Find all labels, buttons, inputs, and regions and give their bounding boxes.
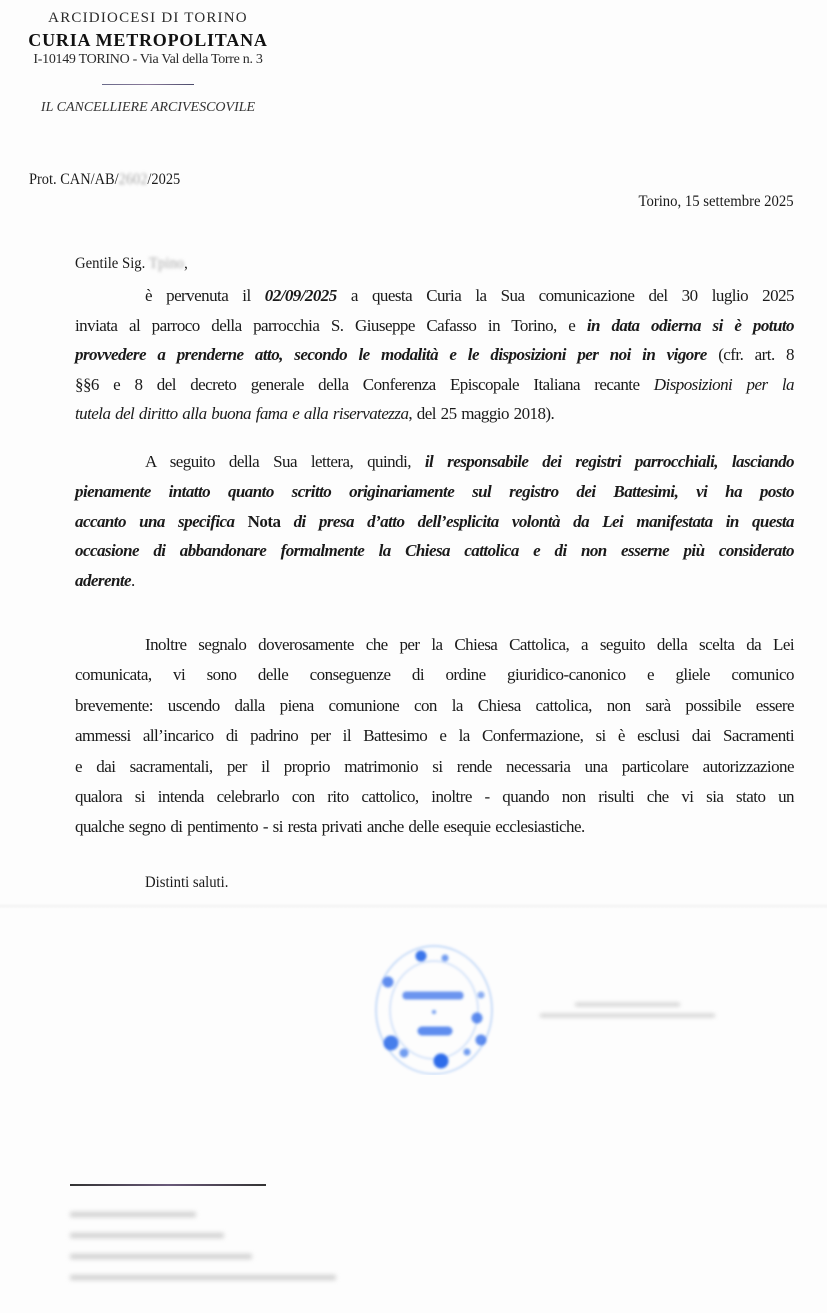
greeting: [75, 255, 188, 273]
closing-salutation: Distinti saluti.: [145, 874, 229, 891]
signature-redacted: [540, 995, 715, 1035]
text-run: (cfr. art. 8: [706, 345, 795, 364]
letterhead-address: I-10149 TORINO - Via Val della Torre n. 3: [33, 52, 263, 67]
text-line: ammessi all’incarico di padrino per il Battesimo e la Confermazione, si è esclusi dai Sacramenti: [75, 726, 794, 746]
text-line: qualora si intenda celebrarlo con rito cattolico, inoltre - quando non risulti che vi sia stato un: [75, 787, 794, 807]
text-line: qualche segno di pentimento - si resta privati anche delle esequie ecclesiastiche.: [75, 817, 585, 837]
nota-label: Nota: [247, 511, 281, 531]
text-run: è pervenuta il: [145, 286, 265, 305]
text-run-emphasis: accanto una specifica: [75, 511, 248, 531]
text-line: [75, 370, 794, 400]
text-line: [75, 311, 794, 341]
text-line: comunicata, vi sono delle conseguenze di ordine giuridico-canonico e gliele comunico: [75, 665, 794, 685]
text-run-emphasis: aderente: [75, 571, 132, 591]
paper-fold: [0, 903, 827, 909]
letter-date: Torino, 15 settembre 2025: [638, 193, 794, 210]
text-run: A seguito della Sua lettera, quindi,: [145, 452, 425, 471]
text-run-emphasis: di presa d’atto dell’esplicita volontà da Lei manifestata in questa: [280, 511, 795, 531]
footer-divider: [70, 1184, 266, 1186]
greeting-prefix: Gentile Sig.: [75, 255, 150, 272]
paragraph-1: [75, 281, 794, 429]
text-run-emphasis: in data odierna si è potuto: [586, 315, 794, 335]
text-line: [75, 281, 794, 311]
text-run: , del 25 maggio 2018).: [408, 404, 555, 423]
decree-title: tutela del diritto alla buona fama e alla riservatezza: [75, 404, 409, 423]
footer-contact-redacted: [70, 1200, 350, 1290]
text-line: [75, 340, 794, 370]
letterhead-curia: CURIA METROPOLITANA: [28, 30, 268, 50]
text-run: inviata al parroco della parrocchia S. Giuseppe Cafasso in Torino, e: [75, 315, 587, 335]
text-line: Inoltre segnalo doverosamente che per la Chiesa Cattolica, a seguito della scelta da Lei: [145, 635, 794, 654]
received-date: 02/09/2025: [264, 286, 337, 305]
paragraph-2: [75, 447, 794, 596]
text-line: [75, 447, 794, 477]
protocol-redacted: 2602: [118, 171, 148, 188]
text-run-emphasis: il responsabile dei registri parrocchiali, lasciando: [424, 452, 794, 471]
official-seal-stamp: [373, 940, 495, 1075]
protocol-suffix: /2025: [147, 171, 181, 188]
text-run: .: [131, 571, 135, 591]
protocol-prefix: Prot. CAN/AB/: [29, 171, 119, 188]
text-line: [75, 399, 794, 429]
text-line: [75, 566, 794, 596]
recipient-name-redacted: Tpino: [149, 255, 185, 272]
greeting-suffix: ,: [184, 255, 188, 272]
paragraph-3: [75, 630, 794, 843]
text-line: brevemente: uscendo dalla piena comunione con la Chiesa cattolica, non sarà possibile essere: [75, 695, 794, 715]
text-line: occasione di abbandonare formalmente la Chiesa cattolica e di non esserne più considerato: [75, 541, 794, 561]
text-run-emphasis: provvedere a prenderne atto, secondo le modalità e le disposizioni per noi in vigore: [75, 345, 707, 364]
text-run: a questa Curia la Sua comunicazione del 30 luglio 2025: [336, 286, 794, 305]
decree-title: Disposizioni per la: [653, 374, 794, 394]
text-line: pienamente intatto quanto scritto originariamente sul registro dei Battesimi, vi ha posto: [75, 481, 794, 501]
letterhead-archdiocese: ARCIDIOCESI DI TORINO: [48, 10, 248, 26]
letterhead-office: IL CANCELLIERE ARCIVESCOVILE: [40, 100, 256, 115]
text-run: §§6 e 8 del decreto generale della Conferenza Episcopale Italiana recante: [75, 374, 654, 394]
protocol-number: [29, 171, 180, 189]
letterhead-divider: [102, 84, 194, 85]
text-line: e dai sacramentali, per il proprio matrimonio si rende necessaria una particolare autorizzazione: [75, 756, 794, 776]
text-line: [75, 507, 794, 537]
